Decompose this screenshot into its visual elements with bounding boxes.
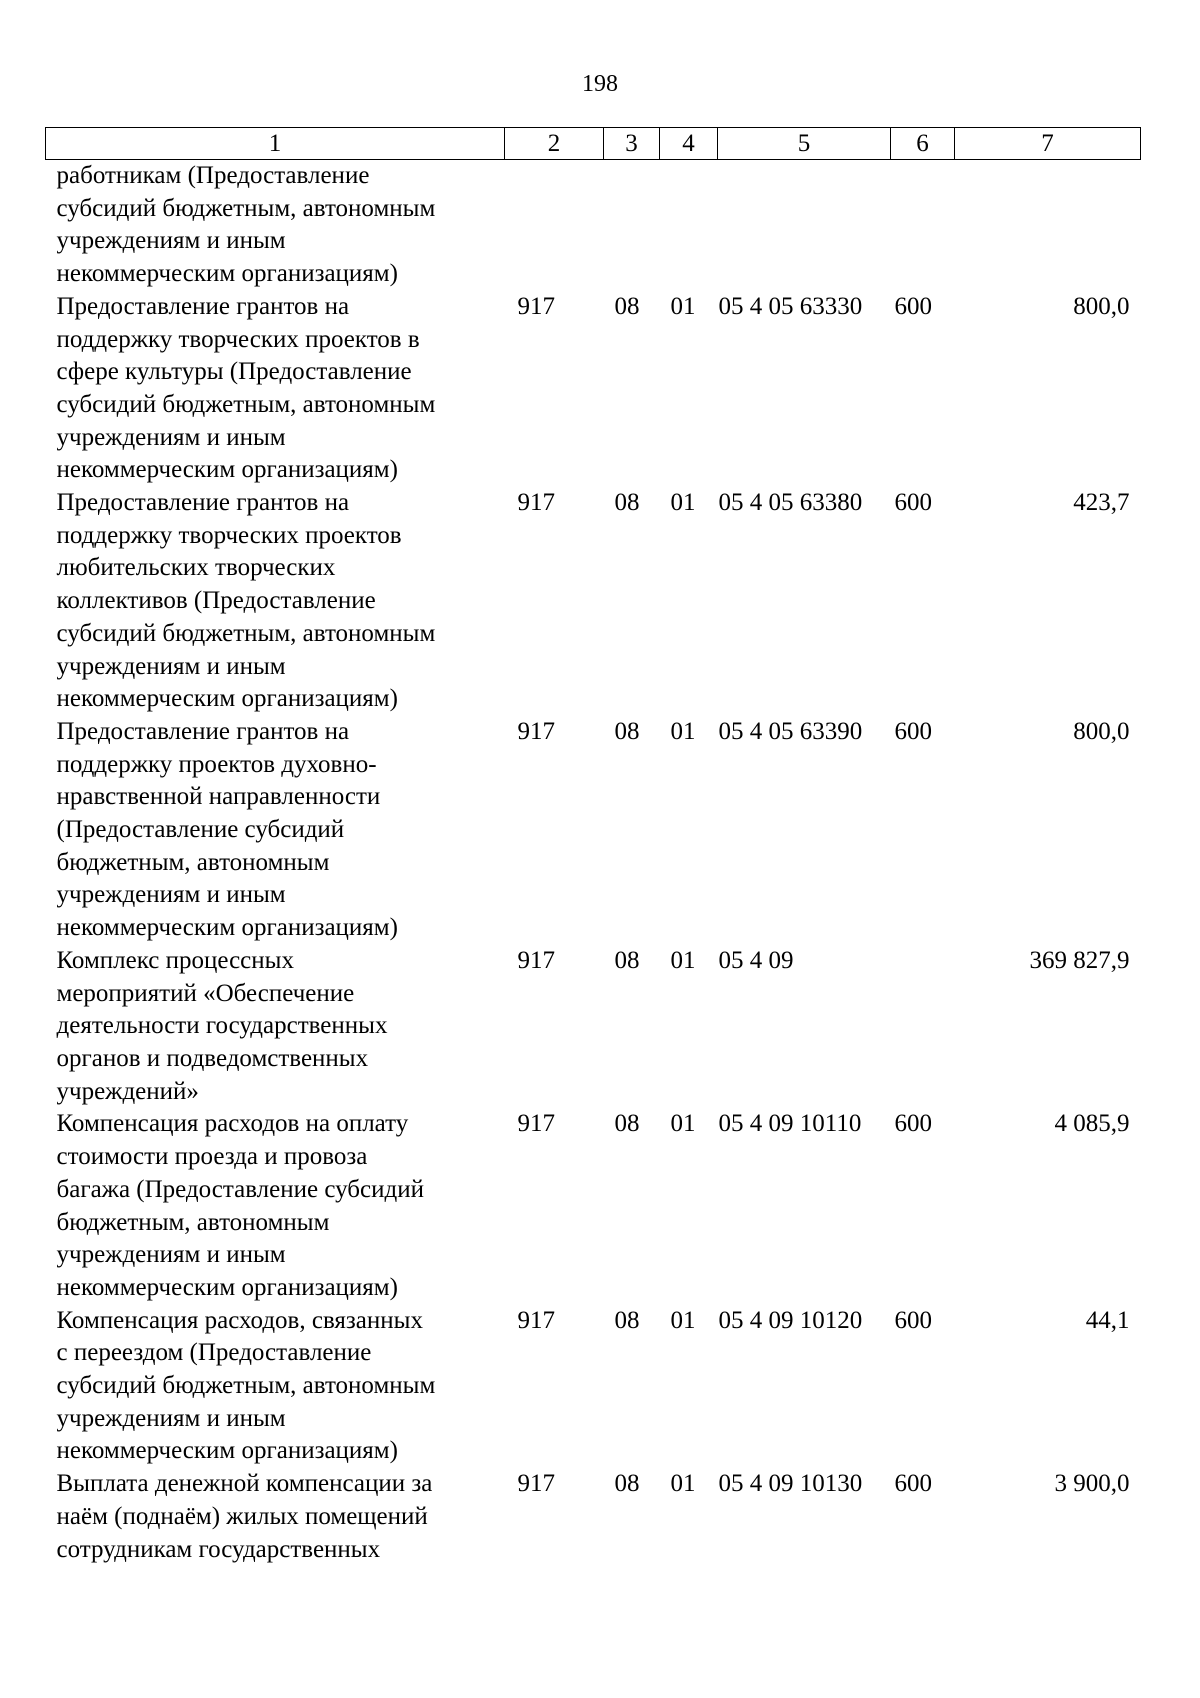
item-name-line: субсидий бюджетным, автономным [56, 390, 436, 418]
item-name-line: учреждениям и иным [56, 423, 286, 451]
item-name-line: некоммерческим организациям) [56, 685, 398, 713]
ministry-code-cell: 917 [517, 717, 555, 745]
item-name-line: некоммерческим организациям) [56, 1437, 398, 1465]
item-name-line: поддержку творческих проектов [56, 521, 402, 549]
target-article-cell: 05 4 09 10120 [718, 1306, 863, 1334]
page-number: 198 [582, 71, 618, 97]
ministry-code-cell: 917 [517, 1470, 555, 1498]
column-header-1: 1 [46, 128, 505, 160]
amount-cell: 423,7 [1073, 489, 1130, 517]
item-name-line: органов и подведомственных [56, 1044, 369, 1072]
item-name-line: Предоставление грантов на [56, 292, 350, 320]
amount-cell: 3 900,0 [1054, 1470, 1130, 1498]
subsection-cell: 01 [670, 1110, 696, 1138]
item-name-line: учреждениям и иным [56, 1404, 286, 1432]
item-name-line: Компенсация расходов на оплату [56, 1110, 409, 1138]
item-name-line: стоимости проезда и провоза [56, 1143, 368, 1171]
item-name-line: бюджетным, автономным [56, 1208, 330, 1236]
table-row [46, 1468, 1141, 1566]
item-name-line: сотрудникам государственных [56, 1535, 381, 1563]
table-row [46, 1108, 1141, 1304]
table-row [46, 1305, 1141, 1469]
item-name-line: работникам (Предоставление [56, 162, 370, 189]
section-cell: 08 [614, 1470, 640, 1498]
item-name-line: Предоставление грантов на [56, 717, 350, 745]
ministry-code-cell: 917 [517, 292, 555, 320]
column-header-3: 3 [604, 128, 660, 160]
item-name-line: Компенсация расходов, связанных [56, 1306, 423, 1334]
target-article-cell: 05 4 05 63380 [718, 489, 863, 517]
item-name-line: мероприятий «Обеспечение [56, 979, 355, 1007]
item-name-line: некоммерческим организациям) [56, 260, 398, 288]
item-name-line: сфере культуры (Предоставление [56, 358, 412, 386]
item-name-cell [46, 1305, 505, 1469]
table-row [46, 291, 1141, 487]
ministry-code-cell: 917 [517, 1110, 555, 1138]
target-article-cell: 05 4 09 [718, 946, 794, 974]
subsection-cell: 01 [670, 717, 696, 745]
subsection-cell [660, 160, 718, 291]
item-name-cell [46, 487, 505, 716]
amount-cell: 800,0 [1073, 292, 1130, 320]
item-name-line: нравственной направленности [56, 783, 381, 811]
item-name-cell [46, 1108, 505, 1304]
item-name-line: с переездом (Предоставление [56, 1339, 372, 1367]
item-name-cell [46, 160, 505, 291]
item-name-cell [46, 291, 505, 487]
expense-type-cell: 600 [894, 1306, 932, 1334]
ministry-code-cell: 917 [517, 489, 555, 517]
table-row [46, 487, 1141, 716]
table-row [46, 160, 1141, 291]
item-name-line: учреждений» [56, 1077, 199, 1105]
expense-type-cell: 600 [894, 1470, 932, 1498]
ministry-code-cell: 917 [517, 946, 555, 974]
item-name-cell [46, 1468, 505, 1566]
section-cell [604, 160, 660, 291]
column-header-5: 5 [718, 128, 891, 160]
item-name-line: субсидий бюджетным, автономным [56, 194, 436, 222]
item-name-line: Комплекс процессных [56, 946, 294, 974]
ministry-code-cell [505, 160, 604, 291]
item-name-line: учреждениям и иным [56, 652, 286, 680]
item-name-line: субсидий бюджетным, автономным [56, 1372, 436, 1400]
amount-cell [955, 160, 1141, 291]
target-article-cell: 05 4 05 63390 [718, 717, 863, 745]
item-name-line: Предоставление грантов на [56, 489, 350, 517]
target-article-cell: 05 4 05 63330 [718, 292, 863, 320]
amount-cell: 44,1 [1085, 1306, 1130, 1334]
item-name-line: поддержку проектов духовно- [56, 750, 377, 778]
item-name-line: бюджетным, автономным [56, 848, 330, 876]
column-header-7: 7 [955, 128, 1141, 160]
item-name-line: (Предоставление субсидий [56, 816, 345, 844]
section-cell: 08 [614, 292, 640, 320]
table-header [46, 128, 1141, 160]
item-name-line: учреждениям и иным [56, 227, 286, 255]
item-name-line: некоммерческим организациям) [56, 914, 398, 942]
subsection-cell: 01 [670, 292, 696, 320]
table-body [46, 160, 1141, 1567]
target-article-cell [718, 160, 891, 291]
budget-table [45, 127, 1141, 1566]
item-name-line: любительских творческих [56, 554, 336, 582]
item-name-line: поддержку творческих проектов в [56, 325, 420, 353]
expense-type-cell: 600 [894, 489, 932, 517]
item-name-line: некоммерческим организациям) [56, 1273, 398, 1301]
ministry-code-cell: 917 [517, 1306, 555, 1334]
expense-type-cell: 600 [894, 1110, 932, 1138]
target-article-cell: 05 4 09 10110 [718, 1110, 862, 1138]
amount-cell: 4 085,9 [1054, 1110, 1130, 1138]
column-header-6: 6 [891, 128, 955, 160]
header-row [46, 128, 1141, 160]
item-name-cell [46, 945, 505, 1109]
section-cell: 08 [614, 1110, 640, 1138]
item-name-line: наём (поднаём) жилых помещений [56, 1502, 428, 1530]
subsection-cell: 01 [670, 1470, 696, 1498]
subsection-cell: 01 [670, 1306, 696, 1334]
target-article-cell: 05 4 09 10130 [718, 1470, 863, 1498]
amount-cell: 800,0 [1073, 717, 1130, 745]
item-name-line: багажа (Предоставление субсидий [56, 1175, 424, 1203]
section-cell: 08 [614, 717, 640, 745]
item-name-line: деятельности государственных [56, 1012, 388, 1040]
column-header-2: 2 [505, 128, 604, 160]
amount-cell: 369 827,9 [1029, 946, 1130, 974]
item-name-line: учреждениям и иным [56, 1241, 286, 1269]
section-cell: 08 [614, 946, 640, 974]
expense-type-cell: 600 [894, 292, 932, 320]
section-cell: 08 [614, 1306, 640, 1334]
item-name-line: учреждениям и иным [56, 881, 286, 909]
item-name-line: Выплата денежной компенсации за [56, 1470, 433, 1498]
expense-type-cell [891, 945, 955, 1109]
subsection-cell: 01 [670, 946, 696, 974]
item-name-line: некоммерческим организациям) [56, 456, 398, 484]
subsection-cell: 01 [670, 489, 696, 517]
section-cell: 08 [614, 489, 640, 517]
item-name-line: субсидий бюджетным, автономным [56, 619, 436, 647]
item-name-line: коллективов (Предоставление [56, 587, 376, 615]
table-row [46, 716, 1141, 945]
table-row [46, 945, 1141, 1109]
column-header-4: 4 [660, 128, 718, 160]
expense-type-cell: 600 [894, 717, 932, 745]
item-name-cell [46, 716, 505, 945]
expense-type-cell [891, 160, 955, 291]
